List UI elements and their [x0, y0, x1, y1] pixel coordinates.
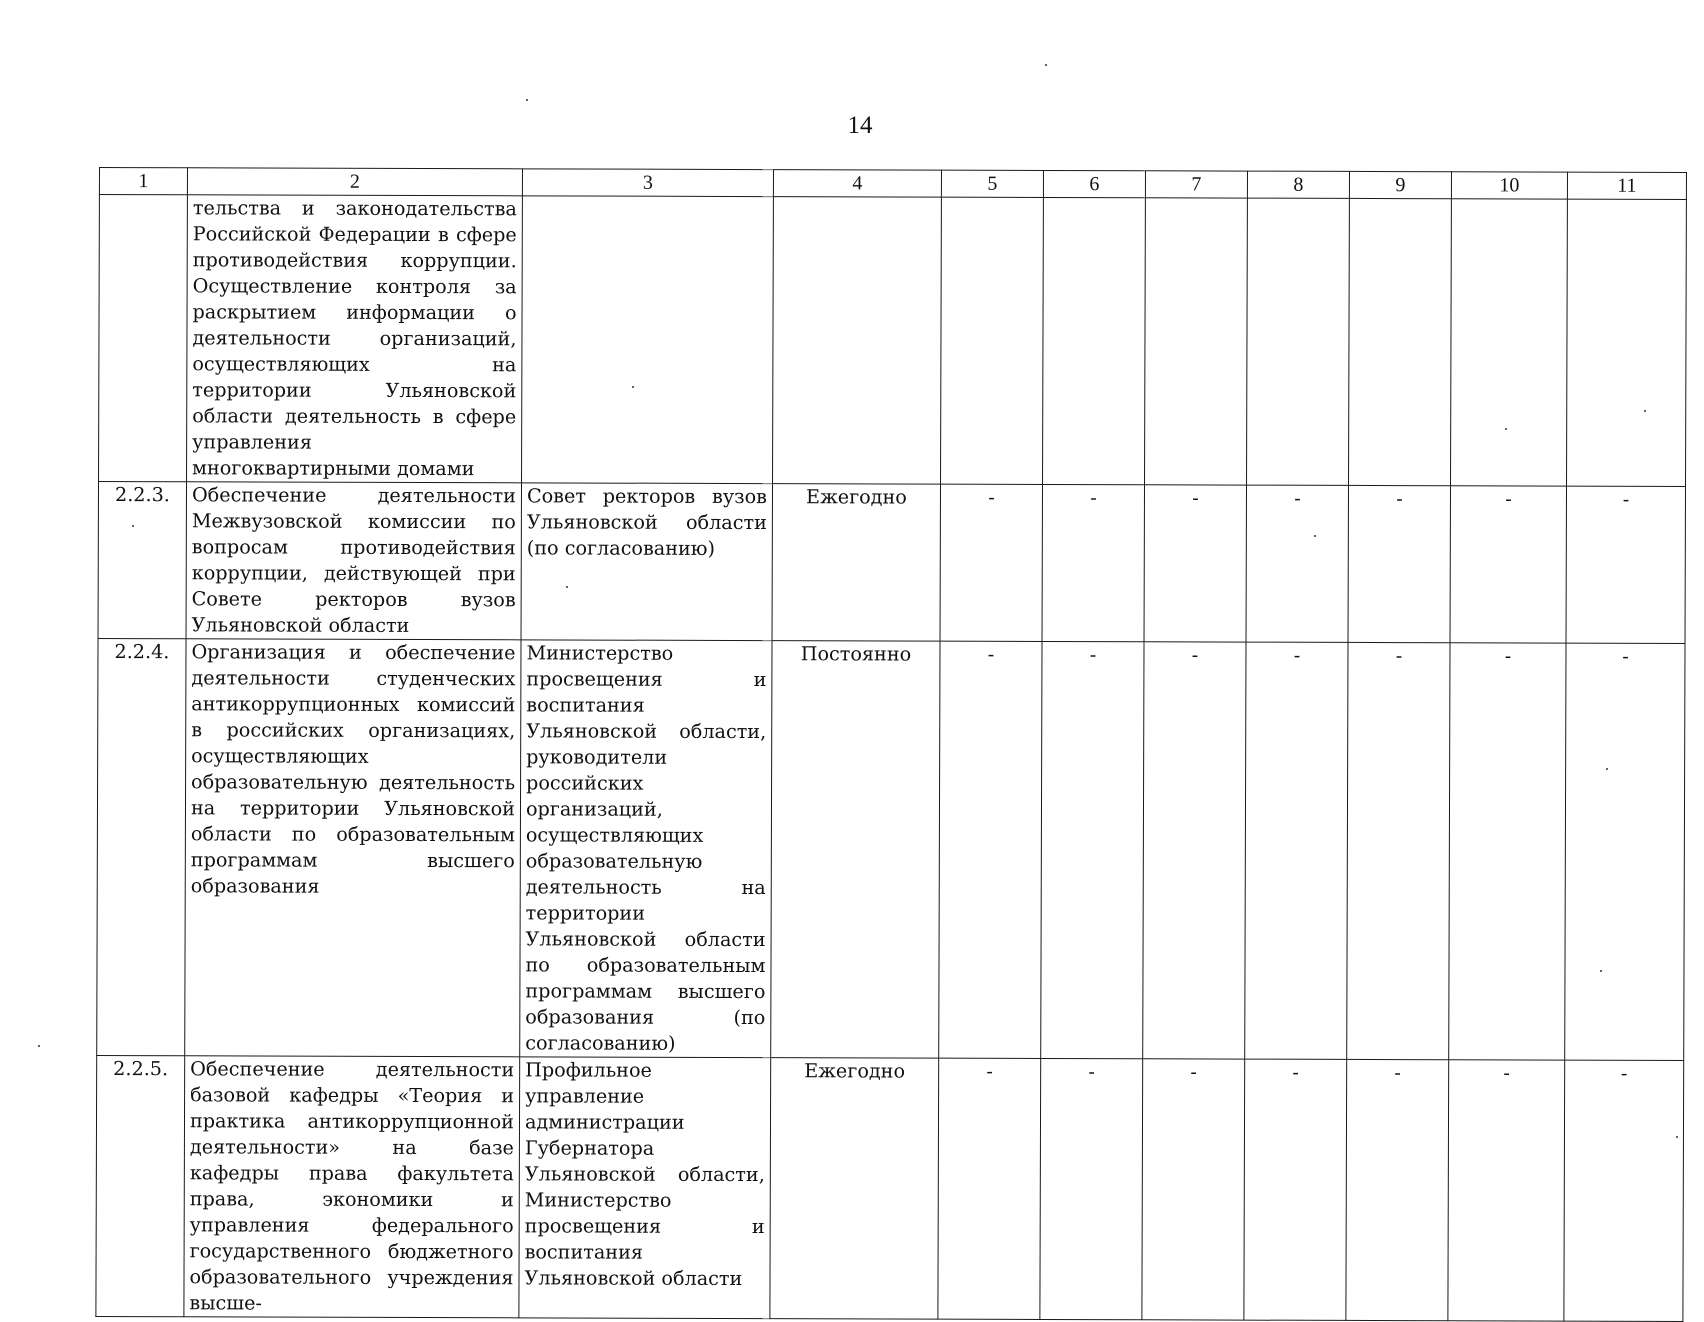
value-cell: -	[1448, 1060, 1565, 1321]
executor-cell: Министерство просвещения и воспитания Ульяновской области, руководители российских организаций, осуществляющих образовательную деятельность на территории Ульяновской области по образовательным программам высшего образования (по согласованию)	[520, 640, 772, 1058]
scan-speck	[1606, 768, 1608, 770]
column-header: 9	[1349, 171, 1451, 198]
value-cell: -	[1244, 1059, 1347, 1320]
value-cell: -	[1144, 485, 1246, 642]
value-cell	[941, 197, 1044, 484]
column-header: 1	[99, 168, 187, 195]
value-cell: -	[1143, 642, 1246, 1059]
column-header: 4	[773, 170, 941, 198]
page-number: 14	[847, 112, 873, 139]
scan-speck	[526, 99, 528, 101]
scan-speck	[1644, 410, 1646, 412]
row-number: 2.2.4.	[97, 638, 186, 1055]
executor-cell	[522, 196, 774, 484]
column-header: 7	[1145, 171, 1247, 198]
value-cell: -	[1246, 485, 1348, 642]
executor-cell: Профильное управление администрации Губернатора Ульяновской области, Министерство просвещения и воспитания Ульяновской области	[519, 1057, 771, 1319]
column-header: 5	[941, 170, 1043, 197]
value-cell	[1567, 199, 1687, 486]
measures-table	[95, 167, 1687, 1322]
term-cell	[773, 197, 942, 485]
value-cell	[1247, 198, 1350, 485]
term-cell: Ежегодно	[770, 1058, 939, 1320]
value-cell: -	[938, 1058, 1041, 1319]
column-header: 2	[187, 168, 522, 196]
value-cell	[1349, 198, 1452, 485]
column-header: 11	[1567, 172, 1686, 199]
measure-cell: тельства и законодательства Российской Федерации в сфере противодействия коррупции. Осуществление контроля за раскрытием информации о деятельности организаций, осуществляющих на территории Ульяновской области деятельность в сфере управления многоквартирными домами	[187, 195, 523, 483]
value-cell	[1145, 198, 1248, 485]
column-header: 6	[1043, 170, 1145, 197]
value-cell: -	[1565, 643, 1685, 1060]
executor-cell: Совет ректоров вузов Ульяновской области (по согласованию)	[521, 483, 772, 641]
measure-cell: Организация и обеспечение деятельности студенческих антикоррупционных комиссий в российских организациях, осуществляющих образовательную деятельность на территории Ульяновской области по образовательным программам высшего образования	[185, 639, 521, 1057]
value-cell: -	[1041, 641, 1144, 1058]
row-number: 2.2.5.	[96, 1055, 185, 1316]
value-cell: -	[1450, 486, 1566, 643]
value-cell	[1043, 197, 1146, 484]
value-cell: -	[1564, 1060, 1684, 1321]
value-cell: -	[1245, 642, 1348, 1059]
scan-speck	[38, 1045, 40, 1047]
value-cell: -	[1042, 484, 1144, 641]
table-row	[99, 195, 1687, 487]
table-row	[97, 638, 1685, 1060]
measure-cell: Обеспечение деятельности Межвузовской комиссии по вопросам противодействия коррупции, действующей при Совете ректоров вузов Ульяновской области	[186, 482, 521, 640]
value-cell: -	[940, 484, 1042, 641]
table-row	[98, 482, 1685, 644]
value-cell: -	[1566, 486, 1685, 643]
column-header: 8	[1247, 171, 1349, 198]
row-number: 2.2.3.	[98, 482, 186, 639]
value-cell: -	[1449, 643, 1566, 1060]
value-cell: -	[1346, 1059, 1449, 1320]
column-header: 3	[522, 169, 773, 197]
value-cell	[1451, 199, 1568, 486]
scan-speck	[566, 586, 568, 588]
term-cell: Ежегодно	[772, 484, 940, 642]
scan-speck	[1676, 1136, 1678, 1138]
column-header: 10	[1451, 172, 1567, 199]
scan-speck	[1314, 535, 1316, 537]
scan-speck	[632, 386, 634, 388]
value-cell: -	[1040, 1058, 1143, 1319]
scan-speck	[1505, 428, 1507, 430]
value-cell: -	[939, 641, 1042, 1058]
value-cell: -	[1348, 485, 1450, 642]
value-cell: -	[1347, 642, 1450, 1059]
table-row	[96, 1055, 1684, 1321]
scan-speck	[132, 525, 134, 527]
value-cell: -	[1142, 1059, 1245, 1320]
term-cell: Постоянно	[771, 641, 940, 1059]
row-number	[99, 195, 188, 482]
scan-speck	[1045, 64, 1047, 66]
scan-speck	[1600, 970, 1602, 972]
measure-cell: Обеспечение деятельности базовой кафедры «Теория и практика антикоррупционной деятельности» на базе кафедры права факультета права, экономики и управления федерального государственного бюджетного образовательного учреждения высше-	[184, 1056, 520, 1318]
